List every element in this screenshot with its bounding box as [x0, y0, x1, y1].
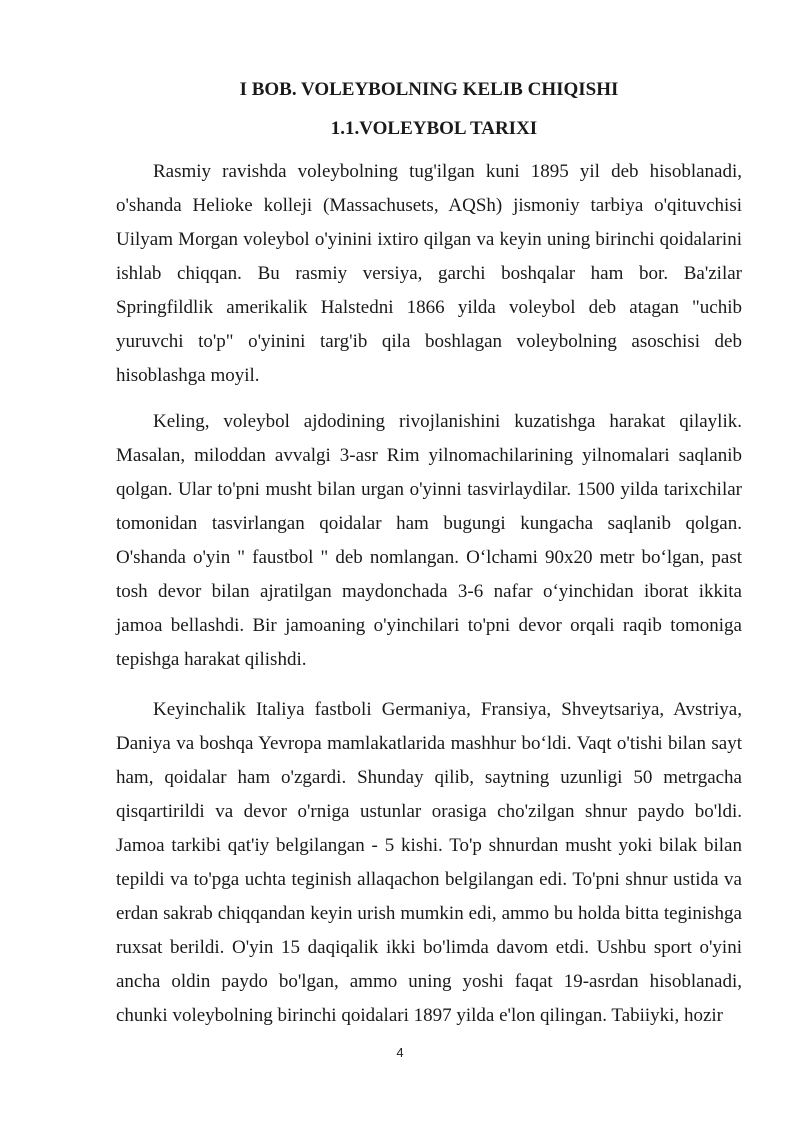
section-title: 1.1.VOLEYBOL TARIXI: [330, 118, 538, 139]
document-page: [116, 70, 742, 1033]
chapter-title: I BOB. VOLEYBOLNING KELIB CHIQISHI: [239, 79, 619, 100]
paragraph-history-origin: Rasmiy ravishda voleybolning tug'ilgan kuni 1895 yil deb hisoblanadi, o'shanda Helioke kolleji (Massachusets, AQSh) jismoniy tarbiya o'qituvchisi Uilyam Morgan voleybol o'yinini ixtiro qilgan va keyin uning birinchi qoidalarini ishlab chiqqan. Bu rasmiy versiya, garchi boshqalar ham bor. Ba'zilar Springfildlik amerikalik Halstedni 1866 yilda voleybol deb atagan "uchib yuruvchi to'p" o'yinini targ'ib qila boshlagan voleybolning asoschisi deb hisoblashga moyil.: [116, 161, 742, 386]
page-number: 4: [396, 1045, 404, 1060]
paragraph-spread-europe: Keyinchalik Italiya fastboli Germaniya, Fransiya, Shveytsariya, Avstriya, Daniya va boshqa Yevropa mamlakatlarida mashhur bo‘ldi. Vaqt o'tishi bilan sayt ham, qoidalar ham o'zgardi. Shunday qilib, saytning uzunligi 50 metrgacha qisqartirildi va devor o'rniga ustunlar orasiga cho'zilgan shnur paydo bo'ldi. Jamoa tarkibi qat'iy belgilangan - 5 kishi. To'p shnurdan musht yoki bilak bilan tepildi va to'pga uchta teginish allaqachon belgilangan edi. To'pni shnur ustida va erdan sakrab chiqqandan keyin urish mumkin edi, ammo bu holda bitta teginishga ruxsat berildi. O'yin 15 daqiqalik ikki bo'limda davom etdi. Ushbu sport o'yini ancha oldin paydo bo'lgan, ammo uning yoshi faqat 19-asrdan hisoblanadi, chunki voleybolning birinchi qoidalari 1897 yilda e'lon qilingan. Tabiiyki, hozir: [116, 699, 742, 1026]
paragraph-ancestor-game: Keling, voleybol ajdodining rivojlanishini kuzatishga harakat qilaylik. Masalan, miloddan avvalgi 3-asr Rim yilnomachilarining yilnomalari saqlanib qolgan. Ular to'pni musht bilan urgan o'yinni tasvirlaydilar. 1500 yilda tarixchilar tomonidan tasvirlangan qoidalar ham bugungi kungacha saqlanib qolgan. O'shanda o'yin " faustbol " deb nomlangan. O‘lchami 90x20 metr bo‘lgan, past tosh devor bilan ajratilgan maydonchada 3-6 nafar o‘yinchidan iborat ikkita jamoa bellashdi. Bir jamoaning o'yinchilari to'pni devor orqali raqib tomoniga tepishga harakat qilishdi.: [116, 411, 742, 670]
